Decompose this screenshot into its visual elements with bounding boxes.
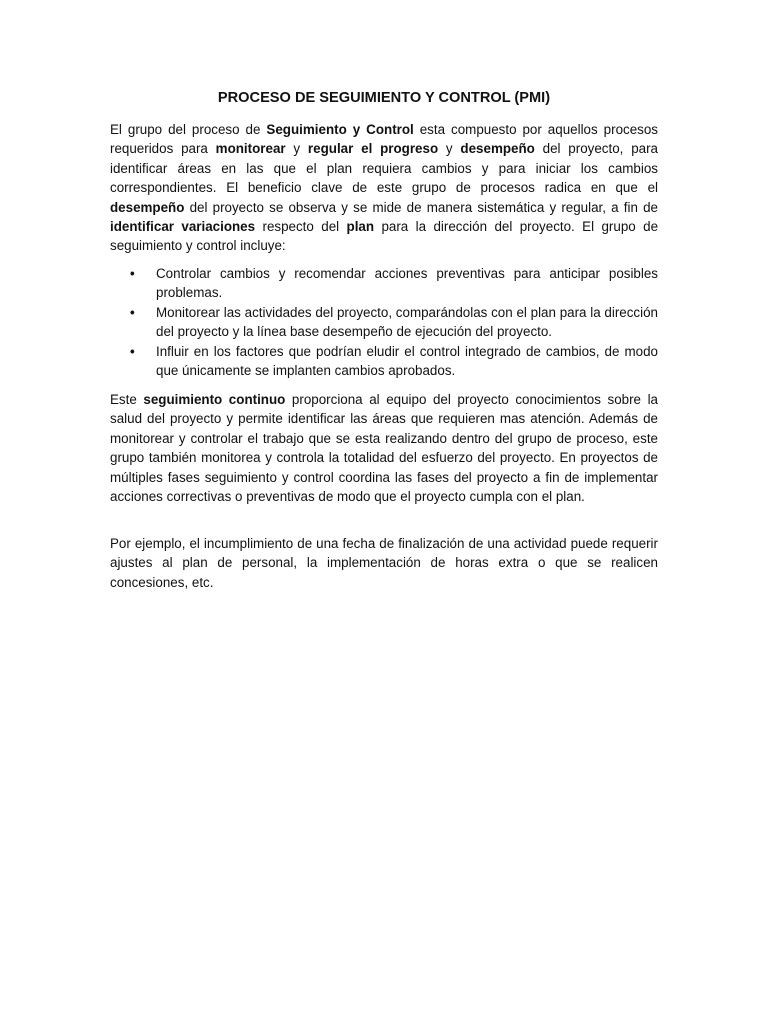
bullet-icon: • [130,343,135,359]
intro-text-4: y [438,141,461,157]
intro-text-6: del proyecto se observa y se mide de manera sistemática y regular, a fin de [184,199,658,215]
intro-text-3: y [285,141,308,157]
intro-text-1: El grupo del proceso de [110,122,267,137]
p2-text-1: Este [110,392,144,407]
page-title: PROCESO DE SEGUIMIENTO Y CONTROL (PMI) [217,90,551,106]
intro-bold-identificar-variaciones: identificar variaciones [110,219,256,235]
intro-text-7: respecto del [255,219,347,235]
list-item [110,303,658,342]
p2-text-2: proporciona al equipo del proyecto conocimientos sobre la salud del proyecto y permite identificar las áreas que requieren mas atención. Además de monitorear y controlar el trabajo que se esta realizando dentro del grupo de proceso, este grupo también monitorea y controla la totalidad del esfuerzo del proyecto. En proyectos de múltiples fases seguimiento y control coordina las fases del proyecto a fin de implementar acciones correctivas o preventivas de modo que el proyecto cumpla con el plan. [110,392,659,505]
example-paragraph: Por ejemplo, el incumplimiento de una fecha de finalización de una actividad puede requerir ajustes al plan de personal, la implementación de horas extra o que se realicen concesiones, etc. [110,536,658,590]
list-item-text: Controlar cambios y recomendar acciones preventivas para anticipar posibles problemas. [156,266,658,301]
p2-bold-seguimiento-continuo: seguimiento continuo [143,392,286,407]
bullet-icon: • [130,266,135,281]
intro-bold-desempeno: desempeño [460,141,535,157]
list-item-text: Monitorear las actividades del proyecto, comparándolas con el plan para la dirección del proyecto y la línea base desempeño de ejecución del proyecto. [156,304,658,340]
intro-bold-monitorear: monitorear [215,141,286,157]
intro-text-8: para la dirección del proyecto. El grupo de seguimiento y control incluye: [110,219,659,254]
bullet-icon: • [130,304,135,320]
intro-bold-plan: plan [346,219,375,235]
intro-bold-regular-progreso: regular el progreso [307,141,439,157]
intro-text-5: del proyecto, para identificar áreas en las que el plan requiera cambios y para iniciar los cambios correspondientes. El beneficio clave de este grupo de procesos radica en que el [110,141,658,196]
process-bullet-list [110,264,658,380]
continuous-monitoring-paragraph [110,390,658,506]
intro-bold-desempeno-2: desempeño [110,199,185,215]
intro-text-2: esta compuesto por aquellos procesos requeridos para [110,122,658,157]
intro-bold-seguimiento-control: Seguimiento y Control [266,122,414,137]
list-item [110,264,658,303]
intro-paragraph [110,120,658,256]
list-item-text: Influir en los factores que podrían eludir el control integrado de cambios, de modo que únicamente se implanten cambios aprobados. [156,343,658,379]
list-item [110,342,658,381]
